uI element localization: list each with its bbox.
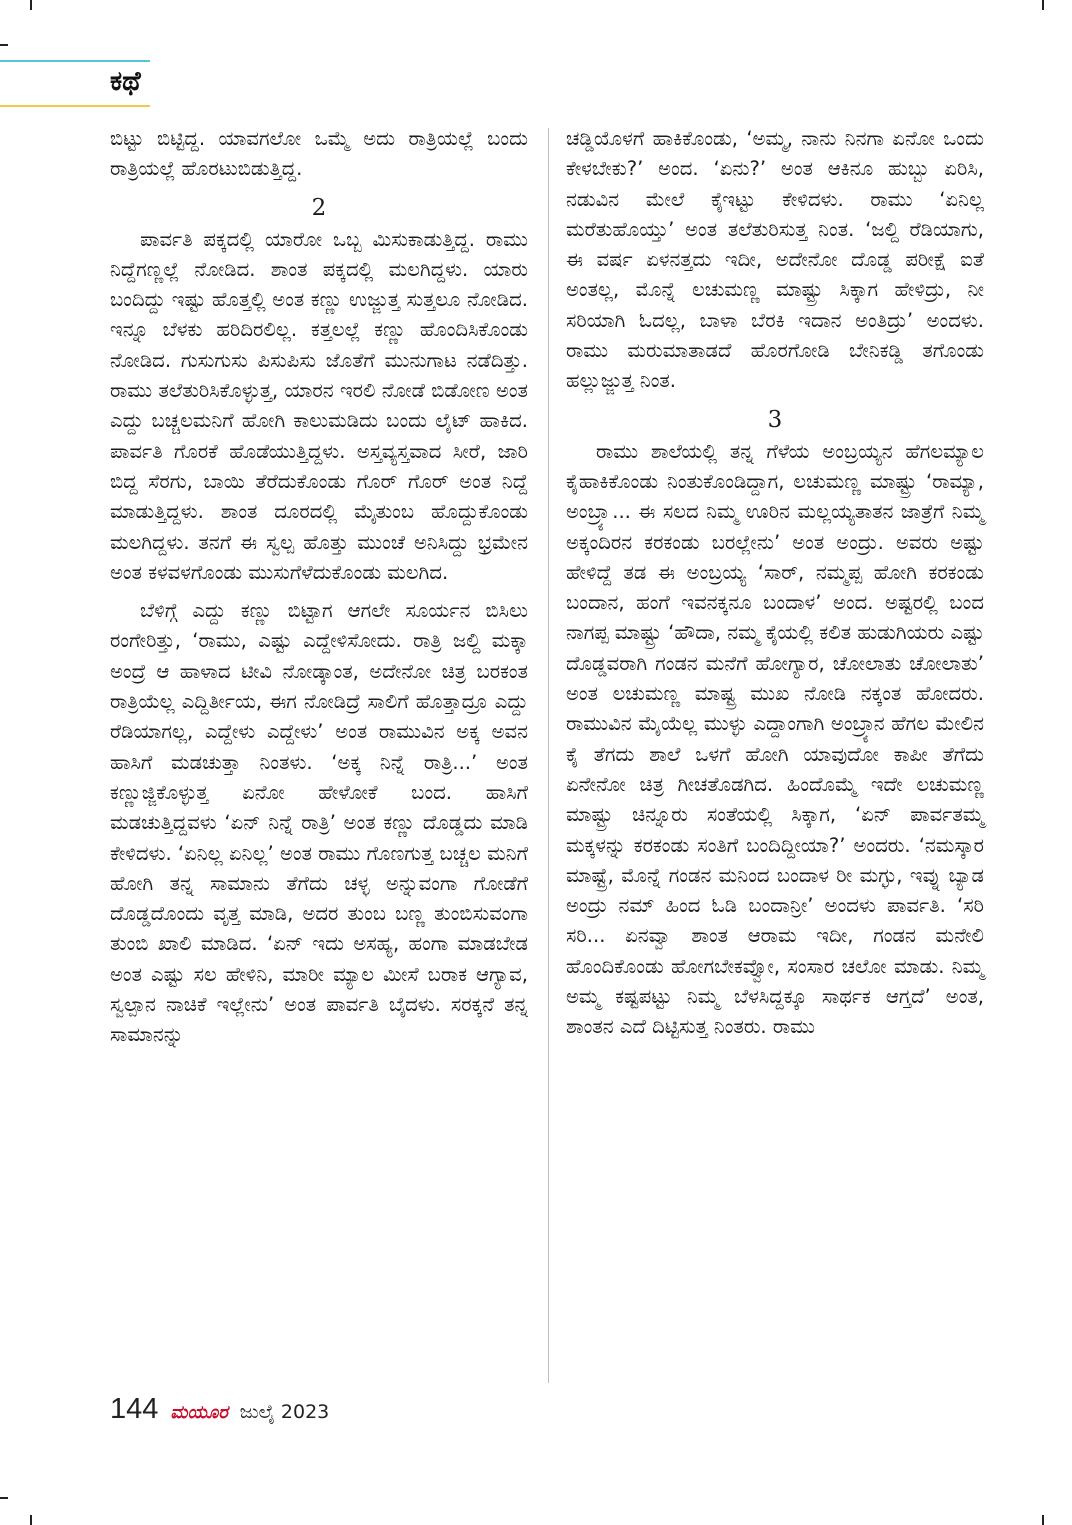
paragraph: ಪಾರ್ವತಿ ಪಕ್ಕದಲ್ಲಿ ಯಾರೋ ಒಬ್ಬ ಮಿಸುಕಾಡುತ್ತಿದ್ದ. ರಾಮು ನಿದ್ದೆಗಣ್ಣಲ್ಲೆ ನೋಡಿದ. ಶಾಂತ ಪಕ್ಕದಲ್ಲಿ ಮಲಗಿದ್ದಳು. ಯಾರು ಬಂದಿದ್ದು ಇಷ್ಟು ಹೊತ್ತಲ್ಲಿ ಅಂತ ಕಣ್ಣು ಉಜ್ಜುತ್ತ ಸುತ್ತಲೂ ನೋಡಿದ. ಇನ್ನೂ ಬೆಳಕು ಹರಿದಿರಲಿಲ್ಲ. ಕತ್ತಲಲ್ಲೆ ಕಣ್ಣು ಹೊಂದಿಸಿಕೊಂಡು ನೋಡಿದ. ಗುಸುಗುಸು ಪಿಸುಪಿಸು ಜೊತೆಗೆ ಮುನುಗಾಟ ನಡೆದಿತ್ತು. ರಾಮು ತಲೆತುರಿಸಿಕೊಳ್ಳುತ್ತ, ಯಾರನ ಇರಲಿ ನೋಡೆ ಬಿಡೋಣ ಅಂತ ಎದ್ದು ಬಚ್ಚಲಮನಿಗೆ ಹೋಗಿ ಕಾಲುಮಡಿದು ಬಂದು ಲೈಟ್ ಹಾಕಿದ. ಪಾರ್ವತಿ ಗೊರಕೆ ಹೊಡೆಯುತ್ತಿದ್ದಳು. ಅಸ್ತವ್ಯಸ್ತವಾದ ಸೀರೆ, ಜಾರಿ ಬಿದ್ದ ಸೆರಗು, ಬಾಯಿ ತೆರೆದುಕೊಂಡು ಗೊರ್ ಗೊರ್ ಅಂತ ನಿದ್ದೆ ಮಾಡುತ್ತಿದ್ದಳು. ಶಾಂತ ದೂರದಲ್ಲಿ ಮೈತುಂಬ ಹೊದ್ದುಕೊಂಡು ಮಲಗಿದ್ದಳು. ತನಗೆ ಈ ಸ್ವಲ್ಪ ಹೊತ್ತು ಮುಂಚೆ ಅನಿಸಿದ್ದು ಭ್ರಮೇನ ಅಂತ ಕಳವಳಗೊಂಡು ಮುಸುಗೆಳೆದುಕೊಂಡು ಮಲಗಿದ. [110, 227, 528, 584]
paragraph: ರಾಮು ಶಾಲೆಯಲ್ಲಿ ತನ್ನ ಗೆಳೆಯ ಅಂಬ್ರಯ್ಯನ ಹೆಗಲಮ್ಯಾಲ ಕೈಹಾಕಿಕೊಂಡು ನಿಂತುಕೊಂಡಿದ್ದಾಗ, ಲಚುಮಣ್ಣ ಮಾಷ್ಟ್ರು ‘ರಾಮ್ಯಾ, ಅಂಬ್ರ್ಯಾ... ಈ ಸಲದ ನಿಮ್ಮ ಊರಿನ ಮಲ್ಲಯ್ಯತಾತನ ಜಾತ್ರೆಗೆ ನಿಮ್ಮ ಅಕ್ಕಂದಿರನ ಕರಕಂಡು ಬರಲ್ಲೇನು’ ಅಂತ ಅಂದ್ರು. ಅವರು ಅಷ್ಟು ಹೇಳಿದ್ದೆ ತಡ ಈ ಅಂಬ್ರಯ್ಯ ‘ಸಾರ್, ನಮ್ಮಪ್ಪ ಹೋಗಿ ಕರಕಂಡು ಬಂದಾನ, ಹಂಗೆ ಇವನಕ್ಕನೂ ಬಂದಾಳ’ ಅಂದ. ಅಷ್ಟರಲ್ಲಿ ಬಂದ ನಾಗಪ್ಪ ಮಾಷ್ಟ್ರು ‘ಹೌದಾ, ನಮ್ಮ ಕೈಯಲ್ಲಿ ಕಲಿತ ಹುಡುಗಿಯರು ಎಷ್ಟು ದೊಡ್ಡವರಾಗಿ ಗಂಡನ ಮನೆಗೆ ಹೋಗ್ಯಾರ, ಚೋಲಾತು ಚೋಲಾತು’ ಅಂತ ಲಚುಮಣ್ಣ ಮಾಷ್ಟ್ರ ಮುಖ ನೋಡಿ ನಕ್ಕಂತ ಹೋದರು. ರಾಮುವಿನ ಮೈಯೆಲ್ಲ ಮುಳ್ಳು ಎದ್ದಾಂಗಾಗಿ ಅಂಬ್ರ್ಯಾನ ಹೆಗಲ ಮೇಲಿನ ಕೈ ತೆಗದು ಶಾಲೆ ಒಳಗೆ ಹೋಗಿ ಯಾವುದೋ ಕಾಪೀ ತೆಗೆದು ಏನೇನೋ ಚಿತ್ರ ಗೀಚತೊಡಗಿದ. ಹಿಂದೊಮ್ಮೆ ಇದೇ ಲಚುಮಣ್ಣ ಮಾಷ್ಟ್ರು ಚಿನ್ನೂರು ಸಂತೆಯಲ್ಲಿ ಸಿಕ್ಕಾಗ, ‘ಏನ್ ಪಾರ್ವತಮ್ಮ ಮಕ್ಕಳನ್ನು ಕರಕಂಡು ಸಂತಿಗೆ ಬಂದಿದ್ದೀಯಾ?’ ಅಂದರು. ‘ನಮಸ್ಕಾರ ಮಾಷ್ಟ್ರೆ, ಮೊನ್ನೆ ಗಂಡನ ಮನಿಂದ ಬಂದಾಳ ರೀ ಮಗ್ಳು, ಇವ್ನು ಬ್ಯಾಡ ಅಂದ್ರು ನಮ್ ಹಿಂದ ಓಡಿ ಬಂದಾನ್ರೀ’ ಅಂದಳು ಪಾರ್ವತಿ. ‘ಸರಿ ಸರಿ... ಏನವ್ವಾ ಶಾಂತ ಆರಾಮ ಇದೀ, ಗಂಡನ ಮನೇಲಿ ಹೊಂದಿಕೊಂಡು ಹೋಗಬೇಕವ್ವೋ, ಸಂಸಾರ ಚಲೋ ಮಾಡು. ನಿಮ್ಮ ಅಮ್ಮ ಕಷ್ಟಪಟ್ಟು ನಿಮ್ಮ ಬೆಳಸಿದ್ದಕ್ಕೂ ಸಾರ್ಥಕ ಆಗ್ತದೆ’ ಅಂತ, ಶಾಂತನ ಎದೆ ದಿಟ್ಟಿಸುತ್ತ ನಿಂತರು. ರಾಮು [566, 439, 984, 1039]
header-accent-line-cyan [0, 60, 150, 62]
crop-mark [0, 44, 8, 46]
page-number: 144 [110, 1393, 159, 1425]
header-accent-line-yellow [0, 105, 150, 107]
right-column [566, 124, 984, 1051]
paragraph: ಚಡ್ಡಿಯೊಳಗೆ ಹಾಕಿಕೊಂಡು, ‘ಅಮ್ಮ, ನಾನು ನಿನಗಾ ಏನೋ ಒಂದು ಕೇಳಬೇಕು?’ ಅಂದ. ‘ಏನು?’ ಅಂತ ಆಕಿನೂ ಹುಬ್ಬು ಏರಿಸಿ, ನಡುವಿನ ಮೇಲೆ ಕೈಇಟ್ಟು ಕೇಳಿದಳು. ರಾಮು ‘ಏನಿಲ್ಲ ಮರೆತುಹೊಯ್ತು’ ಅಂತ ತಲೆತುರಿಸುತ್ತ ನಿಂತ. ‘ಜಲ್ದಿ ರೆಡಿಯಾಗು, ಈ ವರ್ಷ ಏಳನತ್ತದು ಇದೀ, ಅದೇನೋ ದೊಡ್ಡ ಪರೀಕ್ಷೆ ಐತೆ ಅಂತಲ್ಲ, ಮೊನ್ನೆ ಲಚುಮಣ್ಣ ಮಾಷ್ಟ್ರು ಸಿಕ್ಕಾಗ ಹೇಳಿದ್ರು, ನೀ ಸರಿಯಾಗಿ ಓದಲ್ಲ, ಬಾಳಾ ಬೆರಕಿ ಇದಾನ ಅಂತಿದ್ರು’ ಅಂದಳು. ರಾಮು ಮರುಮಾತಾಡದೆ ಹೊರಗೋಡಿ ಬೇನಿಕಡ್ಡಿ ತಗೊಂಡು ಹಲ್ಲುಜ್ಜುತ್ತ ನಿಂತ. [566, 127, 984, 393]
page-footer [110, 1393, 329, 1426]
crop-mark [1042, 0, 1044, 10]
section-label: ಕಥೆ [110, 66, 141, 97]
column-divider [548, 128, 549, 1383]
left-column [110, 124, 528, 1059]
magazine-logo: ಮಯೂರ [170, 1402, 228, 1423]
crop-mark [30, 0, 32, 10]
issue-date: ಜುಲೈ 2023 [239, 1401, 330, 1423]
section-number: 2 [311, 194, 327, 221]
crop-mark [1042, 1515, 1044, 1525]
paragraph: ಬೆಳಿಗ್ಗೆ ಎದ್ದು ಕಣ್ಣು ಬಿಟ್ಟಾಗ ಆಗಲೇ ಸೂರ್ಯನ ಬಿಸಿಲು ರಂಗೇರಿತ್ತು, ‘ರಾಮು, ಎಷ್ಟು ಎದ್ದೇಳಿಸೋದು. ರಾತ್ರಿ ಜಲ್ದಿ ಮಕ್ಕಾ ಅಂದ್ರೆ ಆ ಹಾಳಾದ ಟೀವಿ ನೋಡ್ಕಾಂತ, ಅದೇನೋ ಚಿತ್ರ ಬರಕಂತ ರಾತ್ರಿಯೆಲ್ಲ ಎದ್ದಿರ್ತೀಯ, ಈಗ ನೋಡಿದ್ರೆ ಸಾಲಿಗೆ ಹೊತ್ತಾದ್ರೂ ಎದ್ದು ರೆಡಿಯಾಗಲ್ಲ, ಎದ್ದೇಳು ಎದ್ದೇಳು’ ಅಂತ ರಾಮುವಿನ ಅಕ್ಕ ಅವನ ಹಾಸಿಗೆ ಮಡಚುತ್ತಾ ನಿಂತಳು. ‘ಅಕ್ಕ ನಿನ್ನೆ ರಾತ್ರಿ...’ ಅಂತ ಕಣ್ಣುಜ್ಜಿಕೊಳ್ಳುತ್ತ ಏನೋ ಹೇಳೋಕೆ ಬಂದ. ಹಾಸಿಗೆ ಮಡಚುತ್ತಿದ್ದವಳು ‘ಏನ್ ನಿನ್ನೆ ರಾತ್ರಿ’ ಅಂತ ಕಣ್ಣು ದೊಡ್ಡದು ಮಾಡಿ ಕೇಳಿದಳು. ‘ಏನಿಲ್ಲ ಏನಿಲ್ಲ’ ಅಂತ ರಾಮು ಗೊಣಗುತ್ತ ಬಚ್ಚಲ ಮನಿಗೆ ಹೋಗಿ ತನ್ನ ಸಾಮಾನು ತೆಗೆದು ಚಳ್ಳ ಅನ್ನುವಂಗಾ ಗೋಡೆಗೆ ದೊಡ್ಡದೊಂದು ವೃತ್ತ ಮಾಡಿ, ಅದರ ತುಂಬ ಬಣ್ಣ ತುಂಬಿಸುವಂಗಾ ತುಂಬಿ ಖಾಲಿ ಮಾಡಿದ. ‘ಏನ್ ಇದು ಅಸಹ್ಯ, ಹಂಗಾ ಮಾಡಬೇಡ ಅಂತ ಎಷ್ಟು ಸಲ ಹೇಳಿನಿ, ಮಾರೀ ಮ್ಯಾಲ ಮೀಸೆ ಬರಾಕ ಆಗ್ಯಾವ, ಸ್ವಲ್ಪಾನ ನಾಚಿಕೆ ಇಲ್ಲೇನು’ ಅಂತ ಪಾರ್ವತಿ ಬೈದಳು. ಸರಕ್ಕನೆ ತನ್ನ ಸಾಮಾನನ್ನು [110, 599, 528, 1047]
section-number: 3 [767, 406, 783, 433]
paragraph: ಬಿಟ್ಟು ಬಿಟ್ಟಿದ್ದ. ಯಾವಗಲೋ ಒಮ್ಮೆ ಅದು ರಾತ್ರಿಯಲ್ಲೆ ಬಂದು ರಾತ್ರಿಯಲ್ಲೆ ಹೊರಟುಬಿಡುತ್ತಿದ್ದ. [110, 127, 528, 181]
crop-mark [0, 1497, 8, 1499]
crop-mark [30, 1515, 32, 1525]
